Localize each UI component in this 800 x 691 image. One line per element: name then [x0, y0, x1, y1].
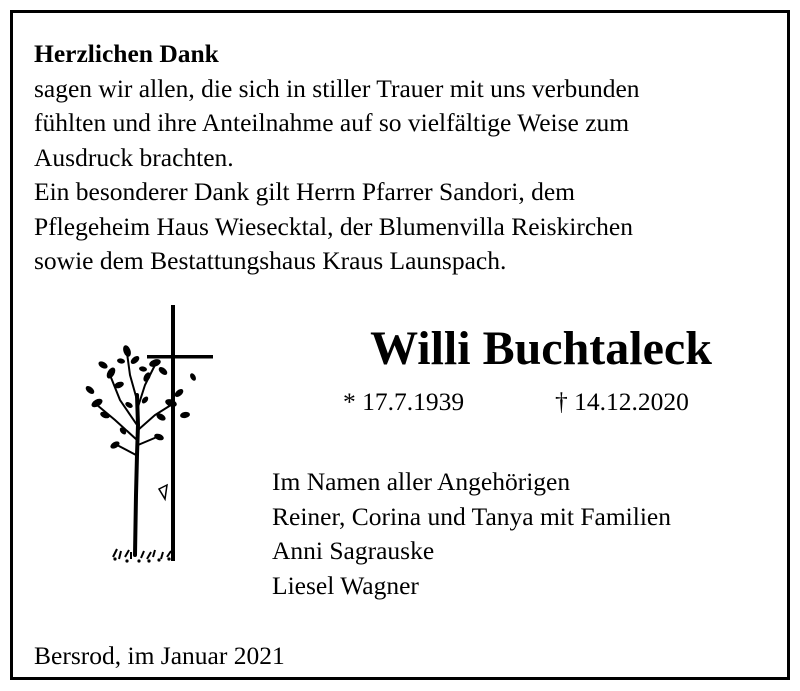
thanks-line: fühlten und ihre Anteilnahme auf so vielfältige Weise zum [34, 108, 630, 137]
birth-date: * 17.7.1939 [343, 387, 465, 416]
deceased-name: Willi Buchtaleck [370, 322, 712, 375]
mourners-list [272, 465, 782, 603]
thanks-line: Ein besonderer Dank gilt Herrn Pfarrer Sandori, dem [34, 177, 575, 206]
thanks-line: Ausdruck brachten. [34, 142, 234, 172]
mourner-line: Liesel Wagner [272, 570, 419, 600]
thanks-line: Pflegeheim Haus Wiesecktal, der Blumenvilla Reiskirchen [34, 211, 634, 241]
place-and-date: Bersrod, im Januar 2021 [34, 641, 285, 670]
thanks-line: sagen wir allen, die sich in stiller Trauer mit uns verbunden [34, 73, 640, 103]
thanks-text [34, 37, 774, 279]
thanks-line: sowie dem Bestattungshaus Kraus Launspach. [34, 246, 507, 275]
obituary-notice [10, 10, 790, 680]
thanks-heading: Herzlichen Dank [34, 39, 219, 68]
mourner-line: Anni Sagrauske [272, 536, 435, 565]
mourner-line: Im Namen aller Angehörigen [272, 467, 571, 496]
death-date: † 14.12.2020 [555, 387, 689, 416]
mourner-line: Reiner, Corina und Tanya mit Familien [272, 501, 671, 531]
tree-with-cross-icon [75, 305, 235, 567]
